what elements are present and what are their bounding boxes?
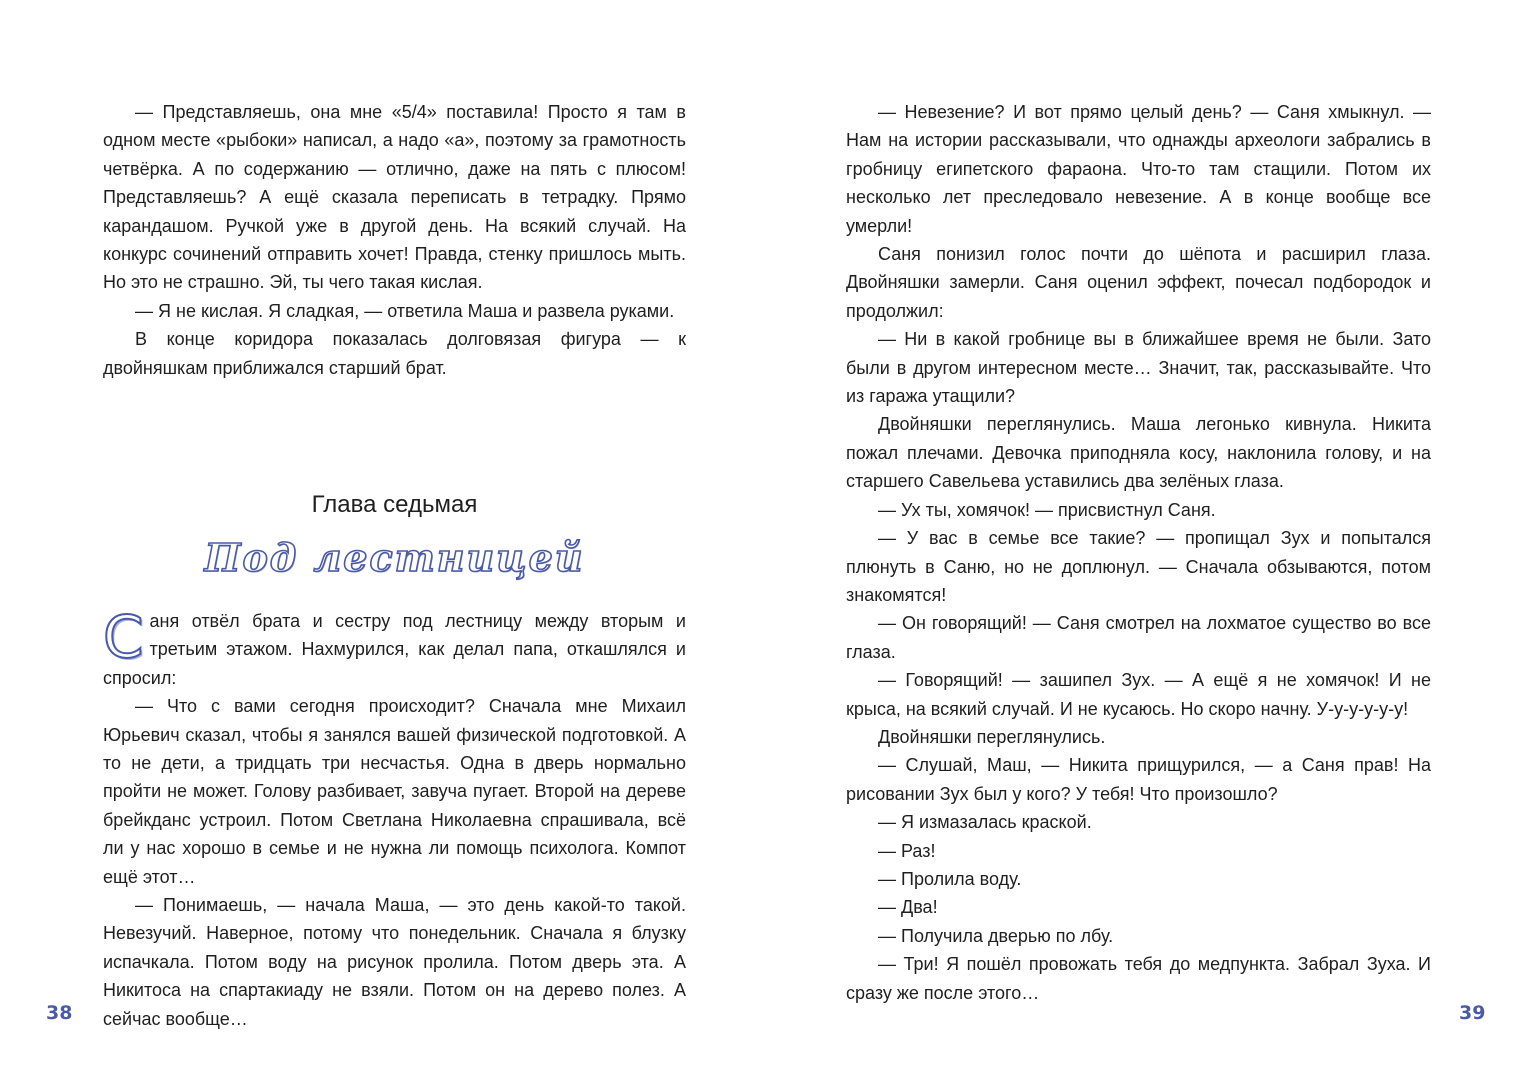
paragraph: — Пролила воду. [878, 868, 1022, 889]
text-block [846, 98, 1431, 1007]
paragraph: — Он говорящий! — Саня смотрел на лохматое существо во все глаза. [846, 613, 1431, 662]
text-block-bottom [103, 603, 686, 1033]
paragraph: — Я не кислая. Я сладкая, — ответила Маша и развела руками. [135, 300, 675, 321]
paragraph: — Я измазалась краской. [878, 812, 1092, 833]
paragraph: — Три! Я пошёл провожать тебя до медпункта. Забрал Зуха. И сразу же после этого… [846, 954, 1431, 1003]
page-number: 39 [1459, 1002, 1486, 1024]
paragraph: Саня понизил голос почти до шёпота и расширил глаза. Двойняшки замерли. Саня оценил эффект, почесал подбородок и продолжил: [846, 244, 1431, 321]
paragraph: — Говорящий! — зашипел Зух. — А ещё я не хомячок! И не крыса, на всякий случай. И не кусаюсь. Но скоро начну. У-у-у-у-у-у! [846, 670, 1431, 719]
paragraph: Двойняшки переглянулись. Маша легонько кивнула. Никита пожал плечами. Девочка приподняла косу, наклонила голову, и на старшего Савельева уставились два зелёных глаза. [846, 414, 1431, 492]
right-page [764, 0, 1528, 1080]
paragraph: — Представляешь, она мне «5/4» поставила! Просто я там в одном месте «рыбоки» написал, а надо «а», поэтому за грамотность четвёрка. А по содержанию — отлично, даже на пять с плюсом! Представляешь? А ещё сказала переписать в тетрадку. Прямо карандашом. Ручкой уже в другой день. На всякий случай. На конкурс сочинений отправить хочет! Правда, стенку пришлось мыть. Но это не страшно. Эй, ты чего такая кислая. [103, 102, 686, 293]
drop-cap: С [103, 603, 144, 671]
paragraph: — Ни в какой гробнице вы в ближайшее время не были. Зато были в другом интересном месте… Значит, так, рассказывайте. Что из гаража утащили? [846, 329, 1431, 407]
first-paragraph-text: аня отвёл брата и сестру под лестницу между вторым и третьим этажом. Нахмурился, как делал папа, откашлялся и спросил: [103, 611, 686, 688]
chapter-title: Под лестницей [204, 535, 585, 580]
text-block-top [103, 98, 686, 382]
paragraph: — Слушай, Маш, — Никита прищурился, — а Саня прав! На рисовании Зух был у кого? У тебя! Что произошло? [846, 755, 1431, 804]
paragraph: — Раз! [878, 840, 936, 861]
paragraph: — У вас в семье все такие? — пропищал Зух и попытался плюнуть в Саню, но не доплюнул. — Сначала обзываются, потом знакомятся! [846, 528, 1431, 605]
paragraph: — Понимаешь, — начала Маша, — это день какой-то такой. Невезучий. Наверное, потому что понедельник. Сначала я блузку испачкала. Потом воду на рисунок пролила. Потом дверь эта. А Никитоса на спартакиаду не взяли. Потом он на дерево полез. А сейчас вообще… [103, 895, 686, 1029]
page-number: 38 [46, 1002, 73, 1024]
paragraph: Двойняшки переглянулись. [878, 726, 1106, 747]
paragraph: — Два! [878, 897, 938, 918]
paragraph: В конце коридора показалась долговязая фигура — к двойняшкам приближался старший брат. [103, 329, 686, 378]
chapter-first-paragraph [103, 603, 686, 692]
paragraph: — Получила дверью по лбу. [878, 925, 1114, 946]
chapter-label: Глава седьмая [311, 491, 478, 518]
paragraph: — Что с вами сегодня происходит? Сначала мне Михаил Юрьевич сказал, чтобы я занялся вашей физической подготовкой. А то не дети, а тридцать три несчастья. Одна в дверь нормально пройти не может. Голову разбивает, завуча пугает. Второй на дереве брейкданс устроил. Потом Светлана Николаевна спрашивала, всё ли у нас хорошо в семье и не нужна ли помощь психолога. Компот ещё этот… [103, 696, 686, 887]
paragraph: — Невезение? И вот прямо целый день? — Саня хмыкнул. — Нам на истории рассказывали, что однажды археологи забрались в гробницу египетского фараона. Что-то там стащили. Потом их несколько лет преследовало невезение. А в конце вообще все умерли! [846, 102, 1431, 236]
paragraph: — Ух ты, хомячок! — присвистнул Саня. [878, 499, 1216, 520]
left-page [0, 0, 764, 1080]
